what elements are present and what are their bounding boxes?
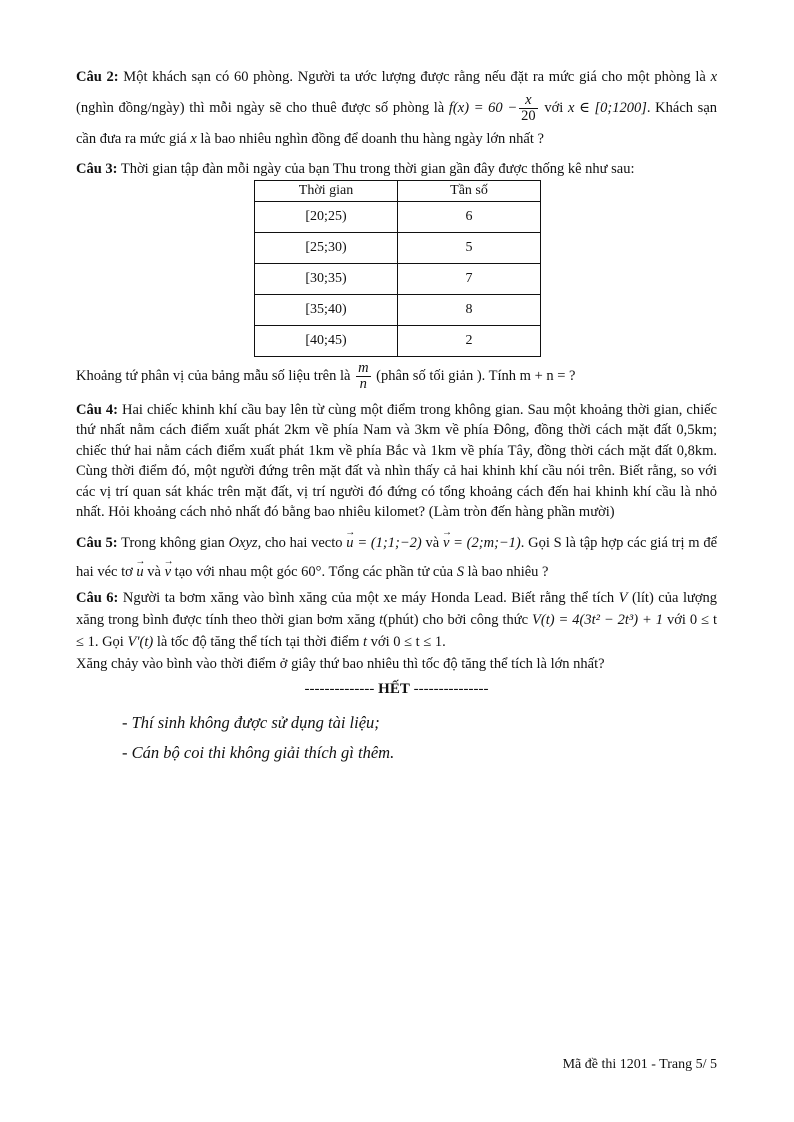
question-3: Câu 3: Thời gian tập đàn mỗi ngày của bạn Thu trong thời gian gần đây được thống kê như sau: — [76, 161, 635, 178]
table-header: Thời gian — [255, 180, 398, 201]
question-2: Câu 2: Một khách sạn có 60 phòng. Người ta ước lượng được rằng nếu đặt ra mức giá cho một phòng là x (nghìn đồng/ngày) thì mỗi ngày sẽ cho thuê được số phòng là f(x) = 60 − $\frac{x}{20}$ với x ∈ [0;1200]. Khách sạn cần đưa ra mức giá x là bao nhiêu nghìn đồng để doanh thu hàng ngày lớn nhất ? — [76, 69, 718, 148]
table-row: [25;30) 5 — [255, 232, 541, 263]
question-5-label: Câu 5: — [76, 534, 118, 551]
question-6: Câu 6: Người ta bơm xăng vào bình xăng của một xe máy Honda Lead. Biết rằng thể tích V (lít) của lượng xăng trong bình được tính theo thời gian bơm xăng t(phút) cho bởi công thức V(t) = 4(3t² − 2t³) + 1 với 0 ≤ t ≤ 1. Gọi V′(t) là tốc độ tăng thể tích tại thời điểm t với 0 ≤ t ≤ 1. Xăng chảy vào bình vào thời điểm ở giây thứ bao nhiêu thì tốc độ tăng thể tích là lớn nhất? — [76, 589, 718, 672]
question-4-label: Câu 4: — [76, 401, 118, 418]
fraction: $\frac{m}{n}$ — [358, 359, 369, 392]
exam-page — [76, 62, 717, 768]
table-row: [40;45) 2 — [255, 325, 541, 356]
frequency-table — [254, 180, 541, 357]
note-line: - Cán bộ coi thi không giải thích gì thêm. — [122, 742, 395, 762]
exam-notes — [76, 708, 717, 768]
vector-v: → v — [443, 529, 449, 558]
function-expression: f(x) = 60 − — [448, 100, 518, 116]
question-6-label: Câu 6: — [76, 589, 119, 606]
question-2-label: Câu 2: — [76, 69, 119, 85]
table-row: [20;25) 6 — [255, 201, 541, 232]
fraction: $\frac{x}{20}$ — [521, 92, 536, 125]
end-marker: -------------- HẾT --------------- — [304, 680, 489, 697]
table-row: [35;40) 8 — [255, 294, 541, 325]
question-5: Câu 5: Trong không gian Oxyz, cho hai vecto → u = (1;1;−2) và → v = (2;m;−1). Gọi S là tập hợp các giá trị m để hai véc tơ → u và → v tạo với nhau một góc 60°. Tổng các phần tử của S là bao nhiêu ? — [76, 529, 717, 587]
domain-expression: x ∈ [0;1200] — [567, 100, 647, 116]
volume-formula: V(t) = 4(3t² − 2t³) + 1 — [532, 611, 664, 628]
angle-value: 60° — [301, 563, 322, 580]
page-footer: Mã đề thi 1201 - Trang 5/ 5 — [562, 1057, 717, 1072]
note-line: - Thí sinh không được sử dụng tài liệu; — [122, 712, 380, 732]
table-row: [30;35) 7 — [255, 263, 541, 294]
vector-u: → u — [346, 529, 353, 558]
question-4: Câu 4: Hai chiếc khinh khí cầu bay lên từ cùng một điểm trong không gian. Sau một khoảng thời gian, chiếc thứ nhất nằm cách điểm xuất phát 2km về phía Nam và 3km về phía Đông, đồng thời cách mặt đất 0,5km; chiếc thứ hai nằm cách điểm xuất phát 1km về phía Bắc và 1km về phía Tây, đồng thời cách mặt đất 0,8km. Cùng thời điểm đó, một người đứng trên mặt đất và nhìn thấy cả hai khinh khí cầu nói trên. Biết rằng, so với các vị trí quan sát khác trên mặt đất, vị trí người đó đứng có tổng khoảng cách đến hai khinh khí cầu là nhỏ nhất. Hỏi khoảng cách nhỏ nhất đó bằng bao nhiêu kilomet? (Làm tròn đến hàng phần mười) — [76, 401, 717, 521]
question-3-label: Câu 3: — [76, 161, 118, 178]
question-3-followup: Khoảng tứ phân vị của bảng mẫu số liệu trên là $\frac{m}{n}$ (phân số tối giản ). Tính m + n = ? — [76, 359, 576, 392]
table-header: Tần số — [398, 180, 541, 201]
